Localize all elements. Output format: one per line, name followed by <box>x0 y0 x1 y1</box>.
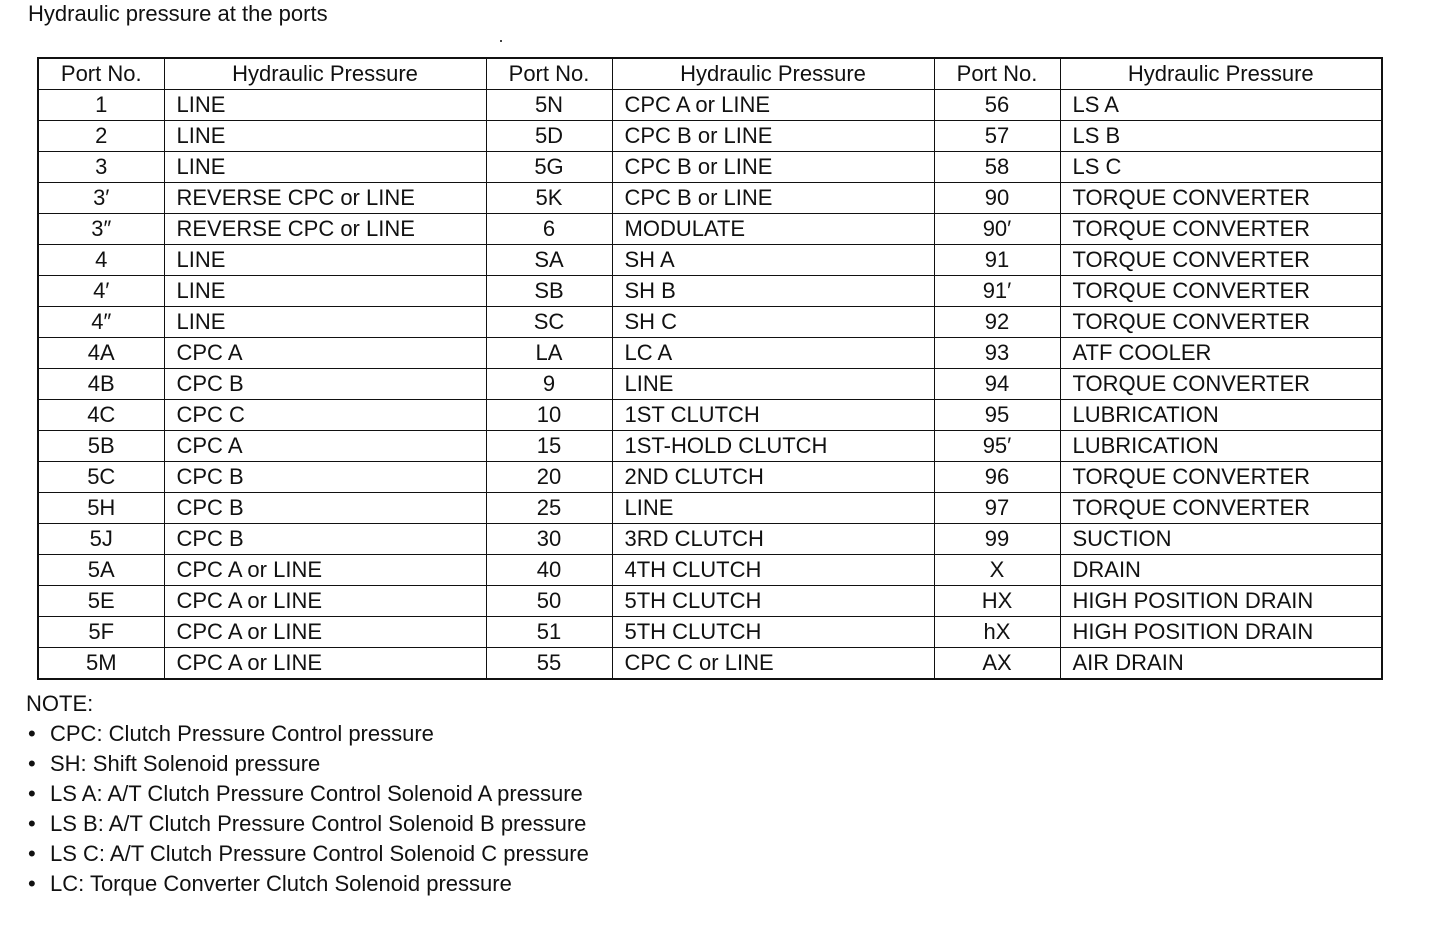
port-number-cell: 5N <box>486 90 612 121</box>
hydraulic-pressure-cell: TORQUE CONVERTER <box>1060 276 1382 307</box>
port-number-cell: 50 <box>486 586 612 617</box>
scan-speck <box>500 40 502 42</box>
table-row <box>38 152 1382 183</box>
port-number-cell: HX <box>934 586 1060 617</box>
note-item <box>26 779 589 809</box>
port-number-cell: SA <box>486 245 612 276</box>
port-number-cell: 30 <box>486 524 612 555</box>
port-number-cell: 3′ <box>38 183 164 214</box>
hydraulic-pressure-cell: SH C <box>612 307 934 338</box>
hydraulic-pressure-cell: CPC A <box>164 431 486 462</box>
table-row <box>38 648 1382 680</box>
note-item <box>26 749 589 779</box>
port-number-cell: 3″ <box>38 214 164 245</box>
hydraulic-pressure-cell: LINE <box>612 493 934 524</box>
notes-list <box>26 719 589 899</box>
note-text: SH: Shift Solenoid pressure <box>50 751 321 776</box>
hydraulic-pressure-cell: TORQUE CONVERTER <box>1060 214 1382 245</box>
column-header-port-no: Port No. <box>934 58 1060 90</box>
hydraulic-pressure-cell: LINE <box>164 121 486 152</box>
port-number-cell: 3 <box>38 152 164 183</box>
port-number-cell: 95 <box>934 400 1060 431</box>
hydraulic-pressure-cell: 1ST CLUTCH <box>612 400 934 431</box>
table-row <box>38 276 1382 307</box>
table-row <box>38 617 1382 648</box>
note-text: CPC: Clutch Pressure Control pressure <box>50 721 434 746</box>
hydraulic-pressure-cell: CPC B or LINE <box>612 152 934 183</box>
hydraulic-pressure-cell: CPC A or LINE <box>612 90 934 121</box>
hydraulic-pressure-cell: CPC B <box>164 493 486 524</box>
hydraulic-pressure-cell: HIGH POSITION DRAIN <box>1060 617 1382 648</box>
table-row <box>38 307 1382 338</box>
port-number-cell: 57 <box>934 121 1060 152</box>
port-number-cell: 5J <box>38 524 164 555</box>
port-number-cell: 25 <box>486 493 612 524</box>
port-number-cell: 1 <box>38 90 164 121</box>
port-number-cell: 5F <box>38 617 164 648</box>
hydraulic-pressure-cell: LS A <box>1060 90 1382 121</box>
hydraulic-pressure-cell: 2ND CLUTCH <box>612 462 934 493</box>
column-header-hydraulic-pressure: Hydraulic Pressure <box>612 58 934 90</box>
port-number-cell: AX <box>934 648 1060 680</box>
table-row <box>38 90 1382 121</box>
port-number-cell: X <box>934 555 1060 586</box>
port-number-cell: 51 <box>486 617 612 648</box>
hydraulic-pressure-cell: LINE <box>164 276 486 307</box>
bullet-icon: • <box>28 751 36 776</box>
hydraulic-pressure-cell: CPC B <box>164 524 486 555</box>
table-header-row <box>38 58 1382 90</box>
hydraulic-pressure-cell: 1ST-HOLD CLUTCH <box>612 431 934 462</box>
port-pressure-table <box>37 57 1383 680</box>
bullet-icon: • <box>28 841 36 866</box>
hydraulic-pressure-cell: AIR DRAIN <box>1060 648 1382 680</box>
port-number-cell: 90 <box>934 183 1060 214</box>
hydraulic-pressure-cell: REVERSE CPC or LINE <box>164 183 486 214</box>
port-number-cell: 4C <box>38 400 164 431</box>
note-text: LS A: A/T Clutch Pressure Control Solenoid A pressure <box>50 781 583 806</box>
notes-heading: NOTE: <box>26 691 94 716</box>
port-number-cell: 96 <box>934 462 1060 493</box>
hydraulic-pressure-cell: CPC C or LINE <box>612 648 934 680</box>
bullet-icon: • <box>28 721 36 746</box>
port-number-cell: 4A <box>38 338 164 369</box>
hydraulic-pressure-cell: CPC A or LINE <box>164 648 486 680</box>
hydraulic-pressure-cell: TORQUE CONVERTER <box>1060 462 1382 493</box>
port-number-cell: 4 <box>38 245 164 276</box>
port-number-cell: 58 <box>934 152 1060 183</box>
note-item <box>26 839 589 869</box>
note-item <box>26 719 589 749</box>
port-number-cell: 5M <box>38 648 164 680</box>
port-number-cell: 92 <box>934 307 1060 338</box>
port-number-cell: 91′ <box>934 276 1060 307</box>
hydraulic-pressure-cell: TORQUE CONVERTER <box>1060 493 1382 524</box>
port-number-cell: 4″ <box>38 307 164 338</box>
port-number-cell: 95′ <box>934 431 1060 462</box>
hydraulic-pressure-cell: LUBRICATION <box>1060 400 1382 431</box>
hydraulic-pressure-cell: DRAIN <box>1060 555 1382 586</box>
table-row <box>38 183 1382 214</box>
port-number-cell: 90′ <box>934 214 1060 245</box>
hydraulic-pressure-cell: CPC B or LINE <box>612 183 934 214</box>
port-number-cell: 6 <box>486 214 612 245</box>
port-number-cell: 20 <box>486 462 612 493</box>
note-item <box>26 869 589 899</box>
table-row <box>38 214 1382 245</box>
port-number-cell: 4′ <box>38 276 164 307</box>
notes-section <box>26 689 589 899</box>
hydraulic-pressure-cell: LINE <box>164 307 486 338</box>
hydraulic-pressure-cell: SUCTION <box>1060 524 1382 555</box>
bullet-icon: • <box>28 781 36 806</box>
port-number-cell: 15 <box>486 431 612 462</box>
hydraulic-pressure-cell: LS C <box>1060 152 1382 183</box>
port-number-cell: 55 <box>486 648 612 680</box>
bullet-icon: • <box>28 871 36 896</box>
port-number-cell: 5C <box>38 462 164 493</box>
column-header-port-no: Port No. <box>38 58 164 90</box>
port-number-cell: 40 <box>486 555 612 586</box>
hydraulic-pressure-cell: TORQUE CONVERTER <box>1060 369 1382 400</box>
hydraulic-pressure-cell: CPC A or LINE <box>164 586 486 617</box>
hydraulic-pressure-cell: CPC C <box>164 400 486 431</box>
hydraulic-pressure-cell: CPC A <box>164 338 486 369</box>
bullet-icon: • <box>28 811 36 836</box>
table-row <box>38 462 1382 493</box>
port-number-cell: 99 <box>934 524 1060 555</box>
port-number-cell: 56 <box>934 90 1060 121</box>
hydraulic-pressure-cell: HIGH POSITION DRAIN <box>1060 586 1382 617</box>
port-number-cell: 5G <box>486 152 612 183</box>
port-number-cell: 5D <box>486 121 612 152</box>
port-number-cell: 5E <box>38 586 164 617</box>
port-number-cell: 5B <box>38 431 164 462</box>
table-row <box>38 493 1382 524</box>
table-body <box>38 90 1382 680</box>
table-row <box>38 245 1382 276</box>
hydraulic-pressure-cell: LINE <box>612 369 934 400</box>
hydraulic-pressure-cell: ATF COOLER <box>1060 338 1382 369</box>
port-number-cell: 10 <box>486 400 612 431</box>
port-number-cell: SC <box>486 307 612 338</box>
hydraulic-pressure-cell: CPC A or LINE <box>164 555 486 586</box>
table-row <box>38 369 1382 400</box>
port-number-cell: 4B <box>38 369 164 400</box>
hydraulic-pressure-cell: 5TH CLUTCH <box>612 617 934 648</box>
hydraulic-pressure-cell: LC A <box>612 338 934 369</box>
table-row <box>38 555 1382 586</box>
hydraulic-pressure-cell: LINE <box>164 90 486 121</box>
port-number-cell: 97 <box>934 493 1060 524</box>
port-number-cell: 5A <box>38 555 164 586</box>
hydraulic-pressure-cell: SH B <box>612 276 934 307</box>
table-row <box>38 586 1382 617</box>
hydraulic-pressure-cell: 5TH CLUTCH <box>612 586 934 617</box>
hydraulic-pressure-cell: TORQUE CONVERTER <box>1060 183 1382 214</box>
table-row <box>38 400 1382 431</box>
page-title: Hydraulic pressure at the ports <box>28 1 328 26</box>
hydraulic-pressure-cell: 4TH CLUTCH <box>612 555 934 586</box>
note-text: LC: Torque Converter Clutch Solenoid pressure <box>50 871 512 896</box>
hydraulic-pressure-cell: CPC B or LINE <box>612 121 934 152</box>
port-number-cell: 9 <box>486 369 612 400</box>
port-number-cell: SB <box>486 276 612 307</box>
table-row <box>38 121 1382 152</box>
hydraulic-pressure-cell: MODULATE <box>612 214 934 245</box>
hydraulic-pressure-cell: SH A <box>612 245 934 276</box>
column-header-hydraulic-pressure: Hydraulic Pressure <box>164 58 486 90</box>
table-row <box>38 338 1382 369</box>
hydraulic-pressure-cell: REVERSE CPC or LINE <box>164 214 486 245</box>
note-text: LS B: A/T Clutch Pressure Control Solenoid B pressure <box>50 811 587 836</box>
hydraulic-pressure-cell: CPC A or LINE <box>164 617 486 648</box>
port-number-cell: 2 <box>38 121 164 152</box>
hydraulic-pressure-cell: LUBRICATION <box>1060 431 1382 462</box>
port-number-cell: 93 <box>934 338 1060 369</box>
table-row <box>38 431 1382 462</box>
table-row <box>38 524 1382 555</box>
port-number-cell: LA <box>486 338 612 369</box>
port-number-cell: 91 <box>934 245 1060 276</box>
hydraulic-pressure-cell: TORQUE CONVERTER <box>1060 307 1382 338</box>
column-header-hydraulic-pressure: Hydraulic Pressure <box>1060 58 1382 90</box>
column-header-port-no: Port No. <box>486 58 612 90</box>
port-number-cell: 5K <box>486 183 612 214</box>
port-number-cell: 5H <box>38 493 164 524</box>
port-number-cell: hX <box>934 617 1060 648</box>
hydraulic-pressure-cell: TORQUE CONVERTER <box>1060 245 1382 276</box>
hydraulic-pressure-cell: LINE <box>164 245 486 276</box>
port-number-cell: 94 <box>934 369 1060 400</box>
hydraulic-pressure-cell: CPC B <box>164 462 486 493</box>
hydraulic-pressure-cell: 3RD CLUTCH <box>612 524 934 555</box>
note-item <box>26 809 589 839</box>
hydraulic-pressure-cell: LINE <box>164 152 486 183</box>
hydraulic-pressure-cell: LS B <box>1060 121 1382 152</box>
note-text: LS C: A/T Clutch Pressure Control Solenoid C pressure <box>50 841 589 866</box>
hydraulic-pressure-cell: CPC B <box>164 369 486 400</box>
